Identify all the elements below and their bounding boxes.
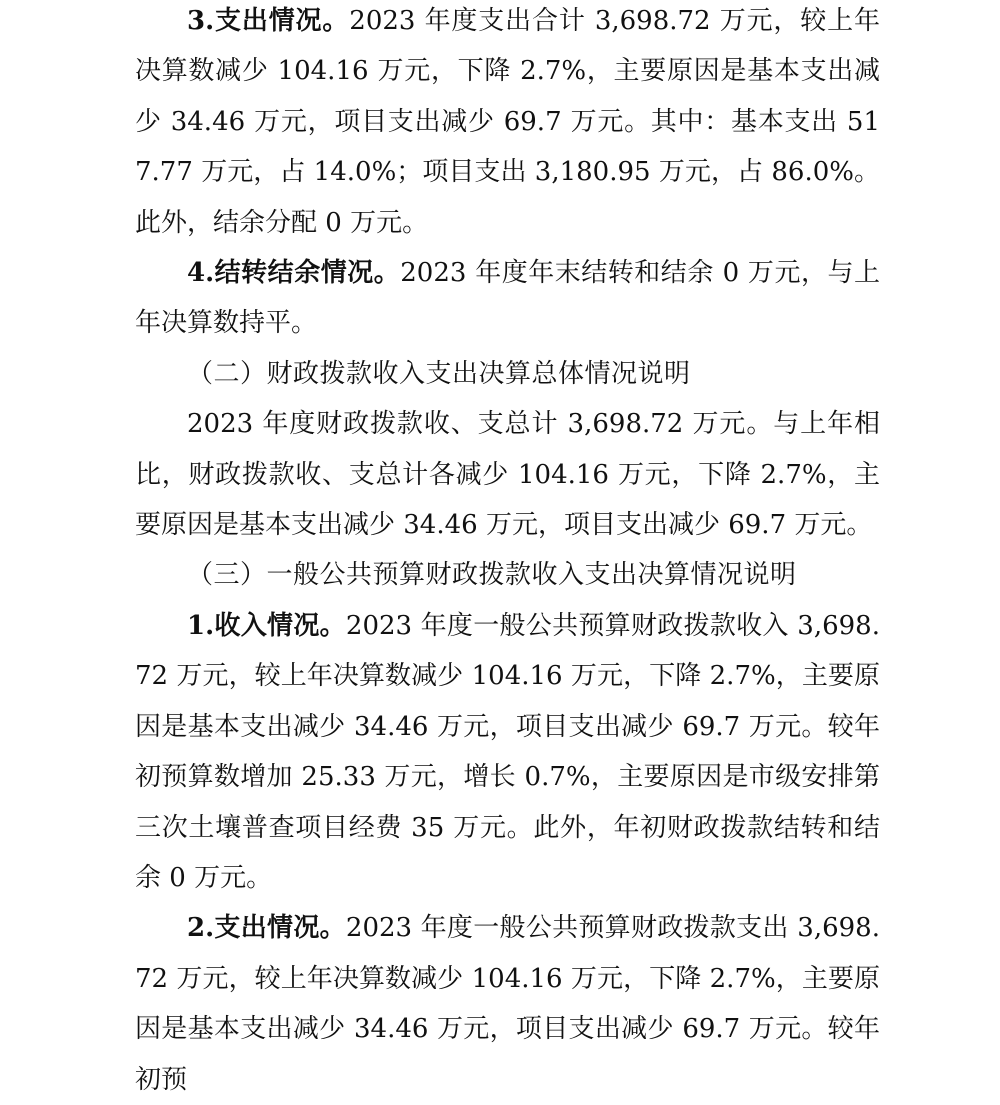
- document-page: [135, 0, 880, 1105]
- paragraph-lead: 2.支出情况。: [187, 913, 346, 944]
- paragraph-fiscal-total: [135, 399, 880, 550]
- paragraph-text: 2023 年度一般公共预算财政拨款收入 3,698.72 万元，较上年决算数减少 104.16 万元，下降 2.7%，主要原因是基本支出减少 34.46 万元，项目支出减少 69.7 万元。较年初预算数增加 25.33 万元，增长 0.7%，主要原因是市级安排第三次土壤普查项目经费 35 万元。此外，年初财政拨款结转和结余 0 万元。: [135, 610, 880, 893]
- section-heading-2: （二）财政拨款收入支出决算总体情况说明: [187, 358, 691, 389]
- paragraph-text: 2023 年度一般公共预算财政拨款支出 3,698.72 万元，较上年决算数减少 104.16 万元，下降 2.7%，主要原因是基本支出减少 34.46 万元，项目支出减少 69.7 万元。较年初预: [135, 913, 880, 1095]
- paragraph-text: 2023 年度支出合计 3,698.72 万元，较上年决算数减少 104.16 万元，下降 2.7%，主要原因是基本支出减少 34.46 万元，项目支出减少 69.7 万元。其中：基本支出 517.77 万元，占 14.0%；项目支出 3,180.95 万元，占 86.0%。此外，结余分配 0 万元。: [135, 6, 880, 238]
- paragraph-lead: 4.结转结余情况。: [187, 258, 401, 289]
- paragraph-expenditure: [135, 0, 880, 248]
- paragraph-lead: 1.收入情况。: [187, 610, 346, 641]
- paragraph-general-expenditure: [135, 903, 880, 1105]
- paragraph-income: [135, 601, 880, 903]
- paragraph-text: 2023 年度财政拨款收、支总计 3,698.72 万元。与上年相比，财政拨款收、支总计各减少 104.16 万元，下降 2.7%，主要原因是基本支出减少 34.46 万元，项目支出减少 69.7 万元。: [135, 409, 880, 541]
- paragraph-lead: 3.支出情况。: [187, 6, 350, 36]
- section-heading-3: （三）一般公共预算财政拨款收入支出决算情况说明: [187, 560, 797, 591]
- paragraph-carryover: [135, 248, 880, 349]
- paragraph-text: 2023 年度年末结转和结余 0 万元，与上年决算数持平。: [135, 258, 880, 339]
